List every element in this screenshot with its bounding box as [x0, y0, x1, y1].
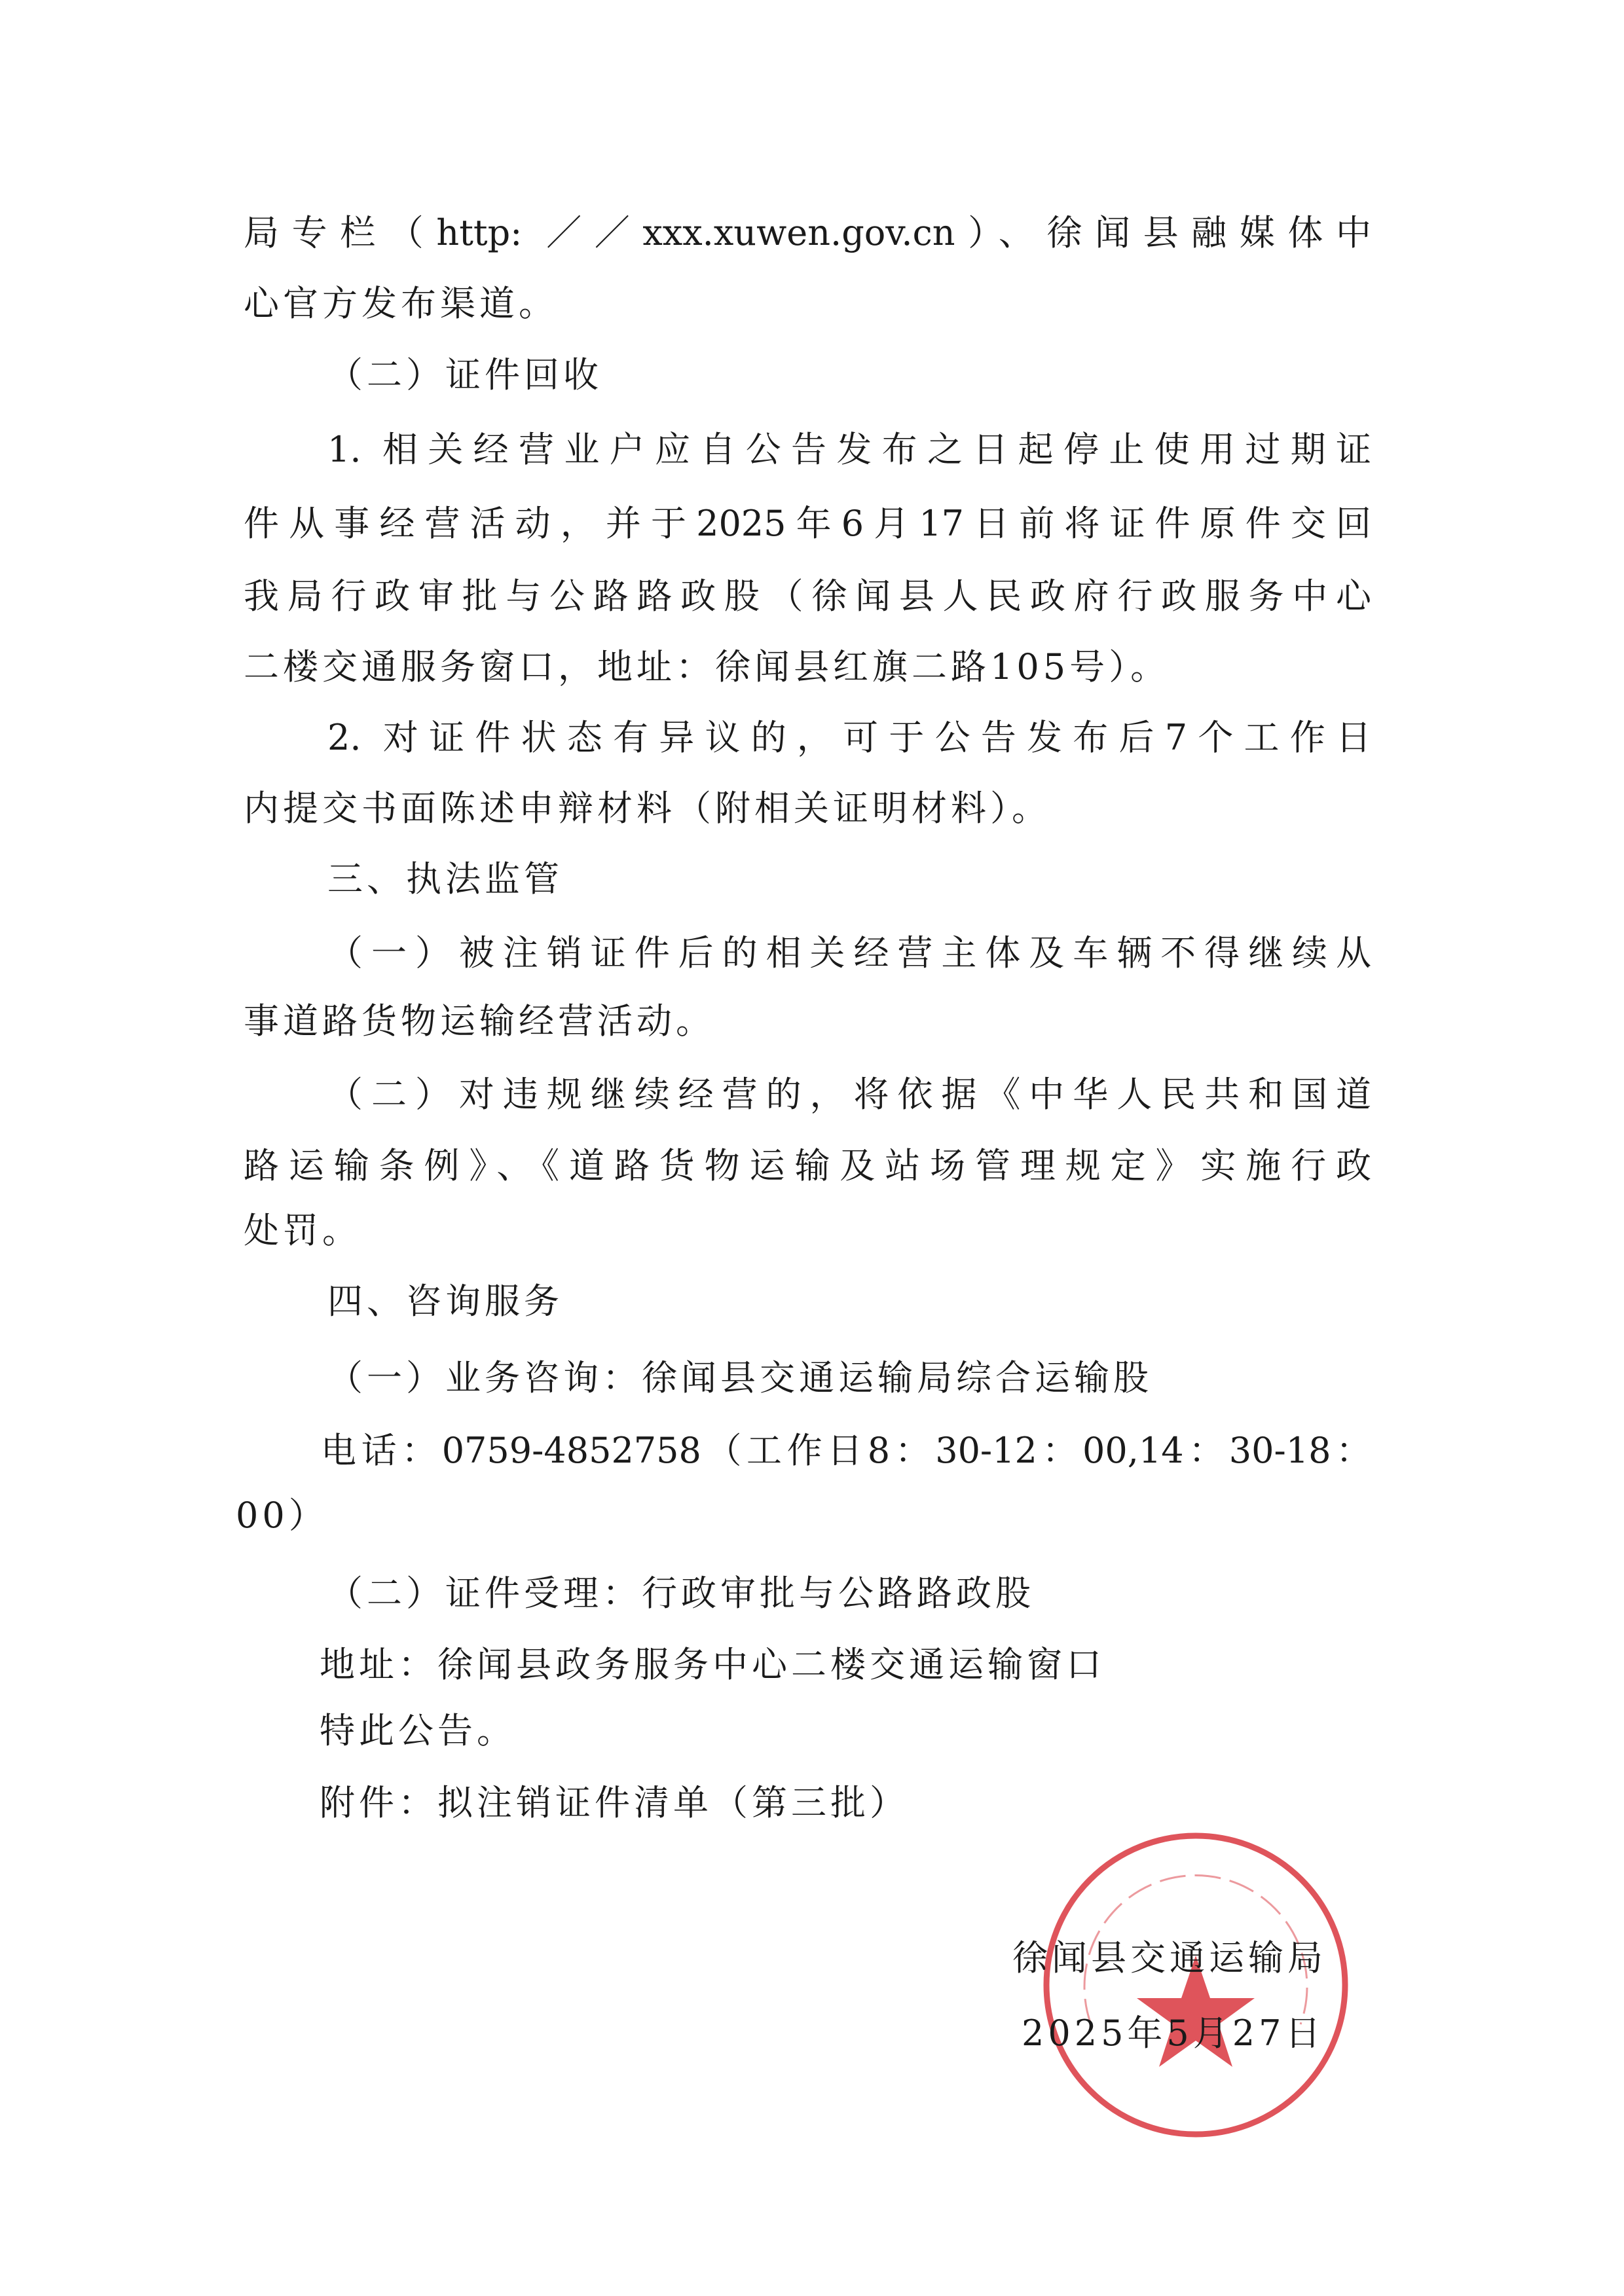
text-line: 特此公告。 — [320, 1710, 516, 1751]
signature-org: 徐闻县交通运输局 — [1012, 1937, 1327, 1978]
text-line: （二）对违规继续经营的，将依据《中华人民共和国道 — [327, 1074, 1371, 1115]
official-seal — [1039, 1828, 1353, 2142]
text-line: 局专栏（http: ／／xxx.xuwen.gov.cn）、徐闻县融媒体中 — [244, 212, 1371, 253]
text-line: 00） — [236, 1495, 328, 1536]
phone-line: 电话：0759-4852758（工作日8：30-12：00,14：30-18： — [321, 1430, 1371, 1471]
text-line: 1. 相关经营业户应自公告发布之日起停止使用过期证 — [327, 429, 1371, 470]
text-line: （二）证件受理：行政审批与公路路政股 — [327, 1573, 1035, 1614]
text-line: （一）被注销证件后的相关经营主体及车辆不得继续从 — [327, 932, 1371, 974]
text-line: 心官方发布渠道。 — [244, 283, 558, 324]
text-line: （一）业务咨询：徐闻县交通运输局综合运输股 — [327, 1357, 1153, 1398]
text-line: 路运输条例》、《道路货物运输及站场管理规定》实施行政 — [244, 1145, 1371, 1186]
signature-date: 2025年5月27日 — [1022, 2013, 1325, 2054]
text-line: 我局行政审批与公路路政股（徐闻县人民政府行政服务中心 — [244, 575, 1371, 617]
section-heading: 四、咨询服务 — [327, 1281, 563, 1322]
text-line: 件从事经营活动，并于2025年6月17日前将证件原件交回 — [244, 503, 1371, 544]
text-line: 处罚。 — [244, 1210, 361, 1251]
text-line: 二楼交通服务窗口，地址：徐闻县红旗二路105号）。 — [244, 646, 1170, 687]
text-line: 事道路货物运输经营活动。 — [244, 1000, 715, 1042]
text-line: 内提交书面陈述申辩材料（附相关证明材料）。 — [244, 788, 1051, 829]
address-line: 地址：徐闻县政务服务中心二楼交通运输窗口 — [320, 1644, 1105, 1685]
section-heading: 三、执法监管 — [327, 858, 563, 900]
text-line: 2. 对证件状态有异议的，可于公告发布后7个工作日 — [327, 717, 1371, 758]
section-heading: （二）证件回收 — [327, 354, 602, 395]
attachment-line: 附件：拟注销证件清单（第三批） — [320, 1782, 909, 1823]
